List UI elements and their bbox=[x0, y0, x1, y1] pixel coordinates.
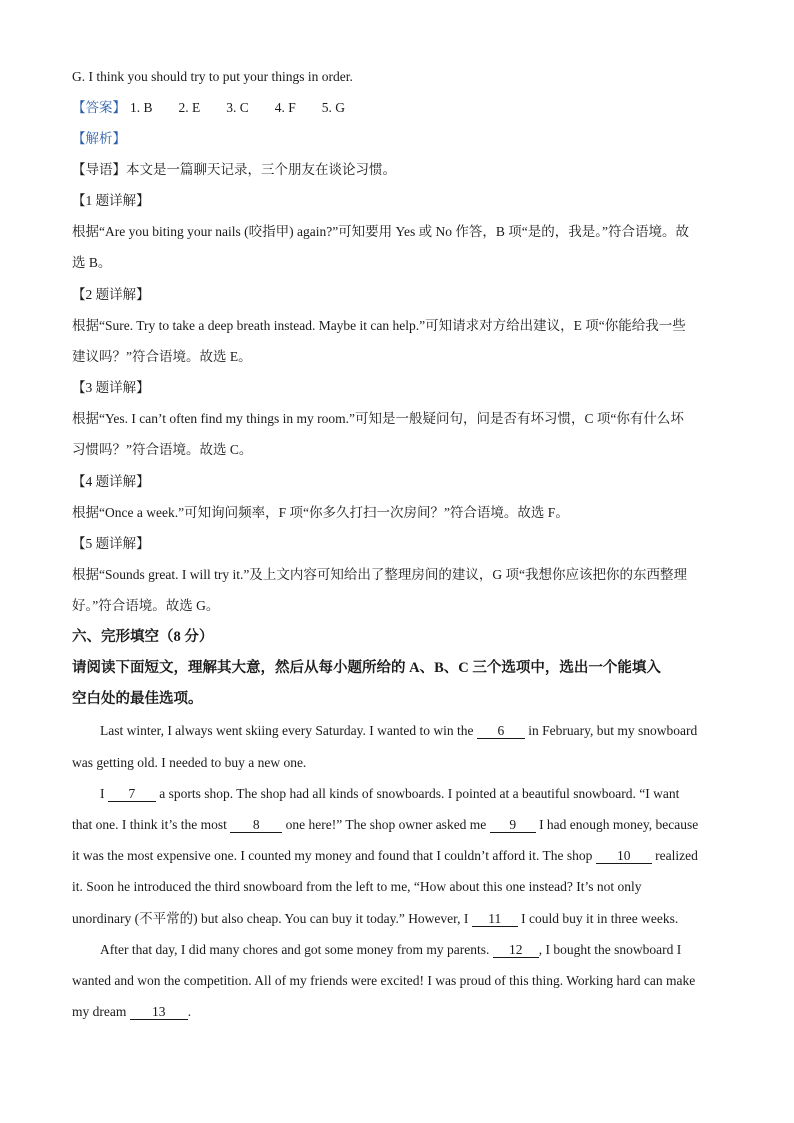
blank-7: 7 bbox=[108, 787, 156, 802]
q3-explanation-line: 根据“Yes. I can’t often find my things in my room.”可知是一般疑问句，问是否有坏习惯，C 项“你有什么坏 bbox=[72, 411, 684, 426]
answer-row bbox=[72, 99, 732, 117]
q5-explanation-line: 好。”符合语境。故选 G。 bbox=[72, 598, 220, 613]
blank-8: 8 bbox=[230, 818, 282, 833]
blank-12: 12 bbox=[493, 943, 539, 958]
passage-text: my dream bbox=[72, 1004, 130, 1019]
q1-explanation-line: 根据“Are you biting your nails (咬指甲) again?”可知要用 Yes 或 No 作答，B 项“是的，我是。”符合语境。故 bbox=[72, 224, 689, 239]
passage-line bbox=[100, 785, 732, 803]
section-instruction-line: 请阅读下面短文，理解其大意，然后从每小题所给的 A、B、C 三个选项中，选出一个能填入 bbox=[72, 660, 661, 676]
q2-explanation-line: 建议吗？”符合语境。故选 E。 bbox=[72, 349, 252, 364]
passage-line bbox=[100, 941, 732, 959]
passage-line: it. Soon he introduced the third snowboard from the left to me, “How about this one instead? It’s not only bbox=[72, 879, 642, 894]
blank-13: 13 bbox=[130, 1005, 188, 1020]
section-heading: 六、完形填空（8 分） bbox=[72, 629, 214, 645]
section-instruction-line: 空白处的最佳选项。 bbox=[72, 691, 203, 707]
q2-title: 【2 题详解】 bbox=[72, 287, 150, 302]
passage-text: I had enough money, because bbox=[535, 817, 699, 832]
blank-11: 11 bbox=[472, 912, 518, 927]
passage-text: realized bbox=[651, 848, 698, 863]
answer-item: 2. E bbox=[178, 100, 201, 115]
passage-line: wanted and won the competition. All of my friends were excited! I was proud of this thing. Working hard can make bbox=[72, 973, 696, 988]
passage-line bbox=[72, 816, 732, 834]
passage-text: , I bought the snowboard I bbox=[538, 942, 682, 957]
passage-text: it was the most expensive one. I counted my money and found that I couldn’t afford it. The shop bbox=[72, 848, 596, 863]
q4-title: 【4 题详解】 bbox=[72, 474, 150, 489]
passage-line bbox=[72, 910, 732, 928]
q3-explanation-line: 习惯吗？”符合语境。故选 C。 bbox=[72, 442, 253, 457]
passage-text: . bbox=[187, 1004, 192, 1019]
q4-explanation-line: 根据“Once a week.”可知询问频率，F 项“你多久打扫一次房间？”符合语境。故选 F。 bbox=[72, 505, 569, 520]
q3-title: 【3 题详解】 bbox=[72, 380, 150, 395]
passage-text: I could buy it in three weeks. bbox=[517, 911, 679, 926]
answer-item: 1. B bbox=[130, 100, 153, 115]
passage-text: a sports shop. The shop had all kinds of snowboards. I pointed at a beautiful snowboard. “I want bbox=[155, 786, 680, 801]
passage-line bbox=[72, 1003, 732, 1021]
passage-text: one here!” The shop owner asked me bbox=[282, 817, 490, 832]
analysis-intro: 【导语】本文是一篇聊天记录，三个朋友在谈论习惯。 bbox=[72, 162, 396, 177]
answer-item: 5. G bbox=[321, 100, 346, 115]
passage-text: in February, but my snowboard bbox=[524, 723, 698, 738]
q2-explanation-line: 根据“Sure. Try to take a deep breath instead. Maybe it can help.”可知请求对方给出建议，E 项“你能给我一些 bbox=[72, 318, 686, 333]
blank-6: 6 bbox=[477, 724, 525, 739]
answer-item: 4. F bbox=[274, 100, 296, 115]
passage-text: that one. I think it’s the most bbox=[72, 817, 231, 832]
passage-line: was getting old. I needed to buy a new one. bbox=[72, 755, 307, 770]
passage-text: After that day, I did many chores and got some money from my parents. bbox=[100, 942, 493, 957]
answer-item: 3. C bbox=[226, 100, 249, 115]
q5-title: 【5 题详解】 bbox=[72, 536, 150, 551]
answer-label: 【答案】 bbox=[72, 100, 126, 115]
option-g: G. I think you should try to put your things in order. bbox=[72, 69, 353, 84]
q1-explanation-line: 选 B。 bbox=[72, 255, 112, 270]
passage-line bbox=[72, 847, 732, 865]
analysis-label: 【解析】 bbox=[72, 131, 126, 146]
passage-line bbox=[100, 722, 732, 740]
q1-title: 【1 题详解】 bbox=[72, 193, 150, 208]
blank-10: 10 bbox=[596, 849, 652, 864]
q5-explanation-line: 根据“Sounds great. I will try it.”及上文内容可知给出了整理房间的建议，G 项“我想你应该把你的东西整理 bbox=[72, 567, 687, 582]
passage-text: I bbox=[100, 786, 108, 801]
blank-9: 9 bbox=[490, 818, 536, 833]
passage-text: unordinary (不平常的) but also cheap. You can buy it today.” However, I bbox=[72, 911, 472, 926]
passage-text: Last winter, I always went skiing every Saturday. I wanted to win the bbox=[100, 723, 477, 738]
